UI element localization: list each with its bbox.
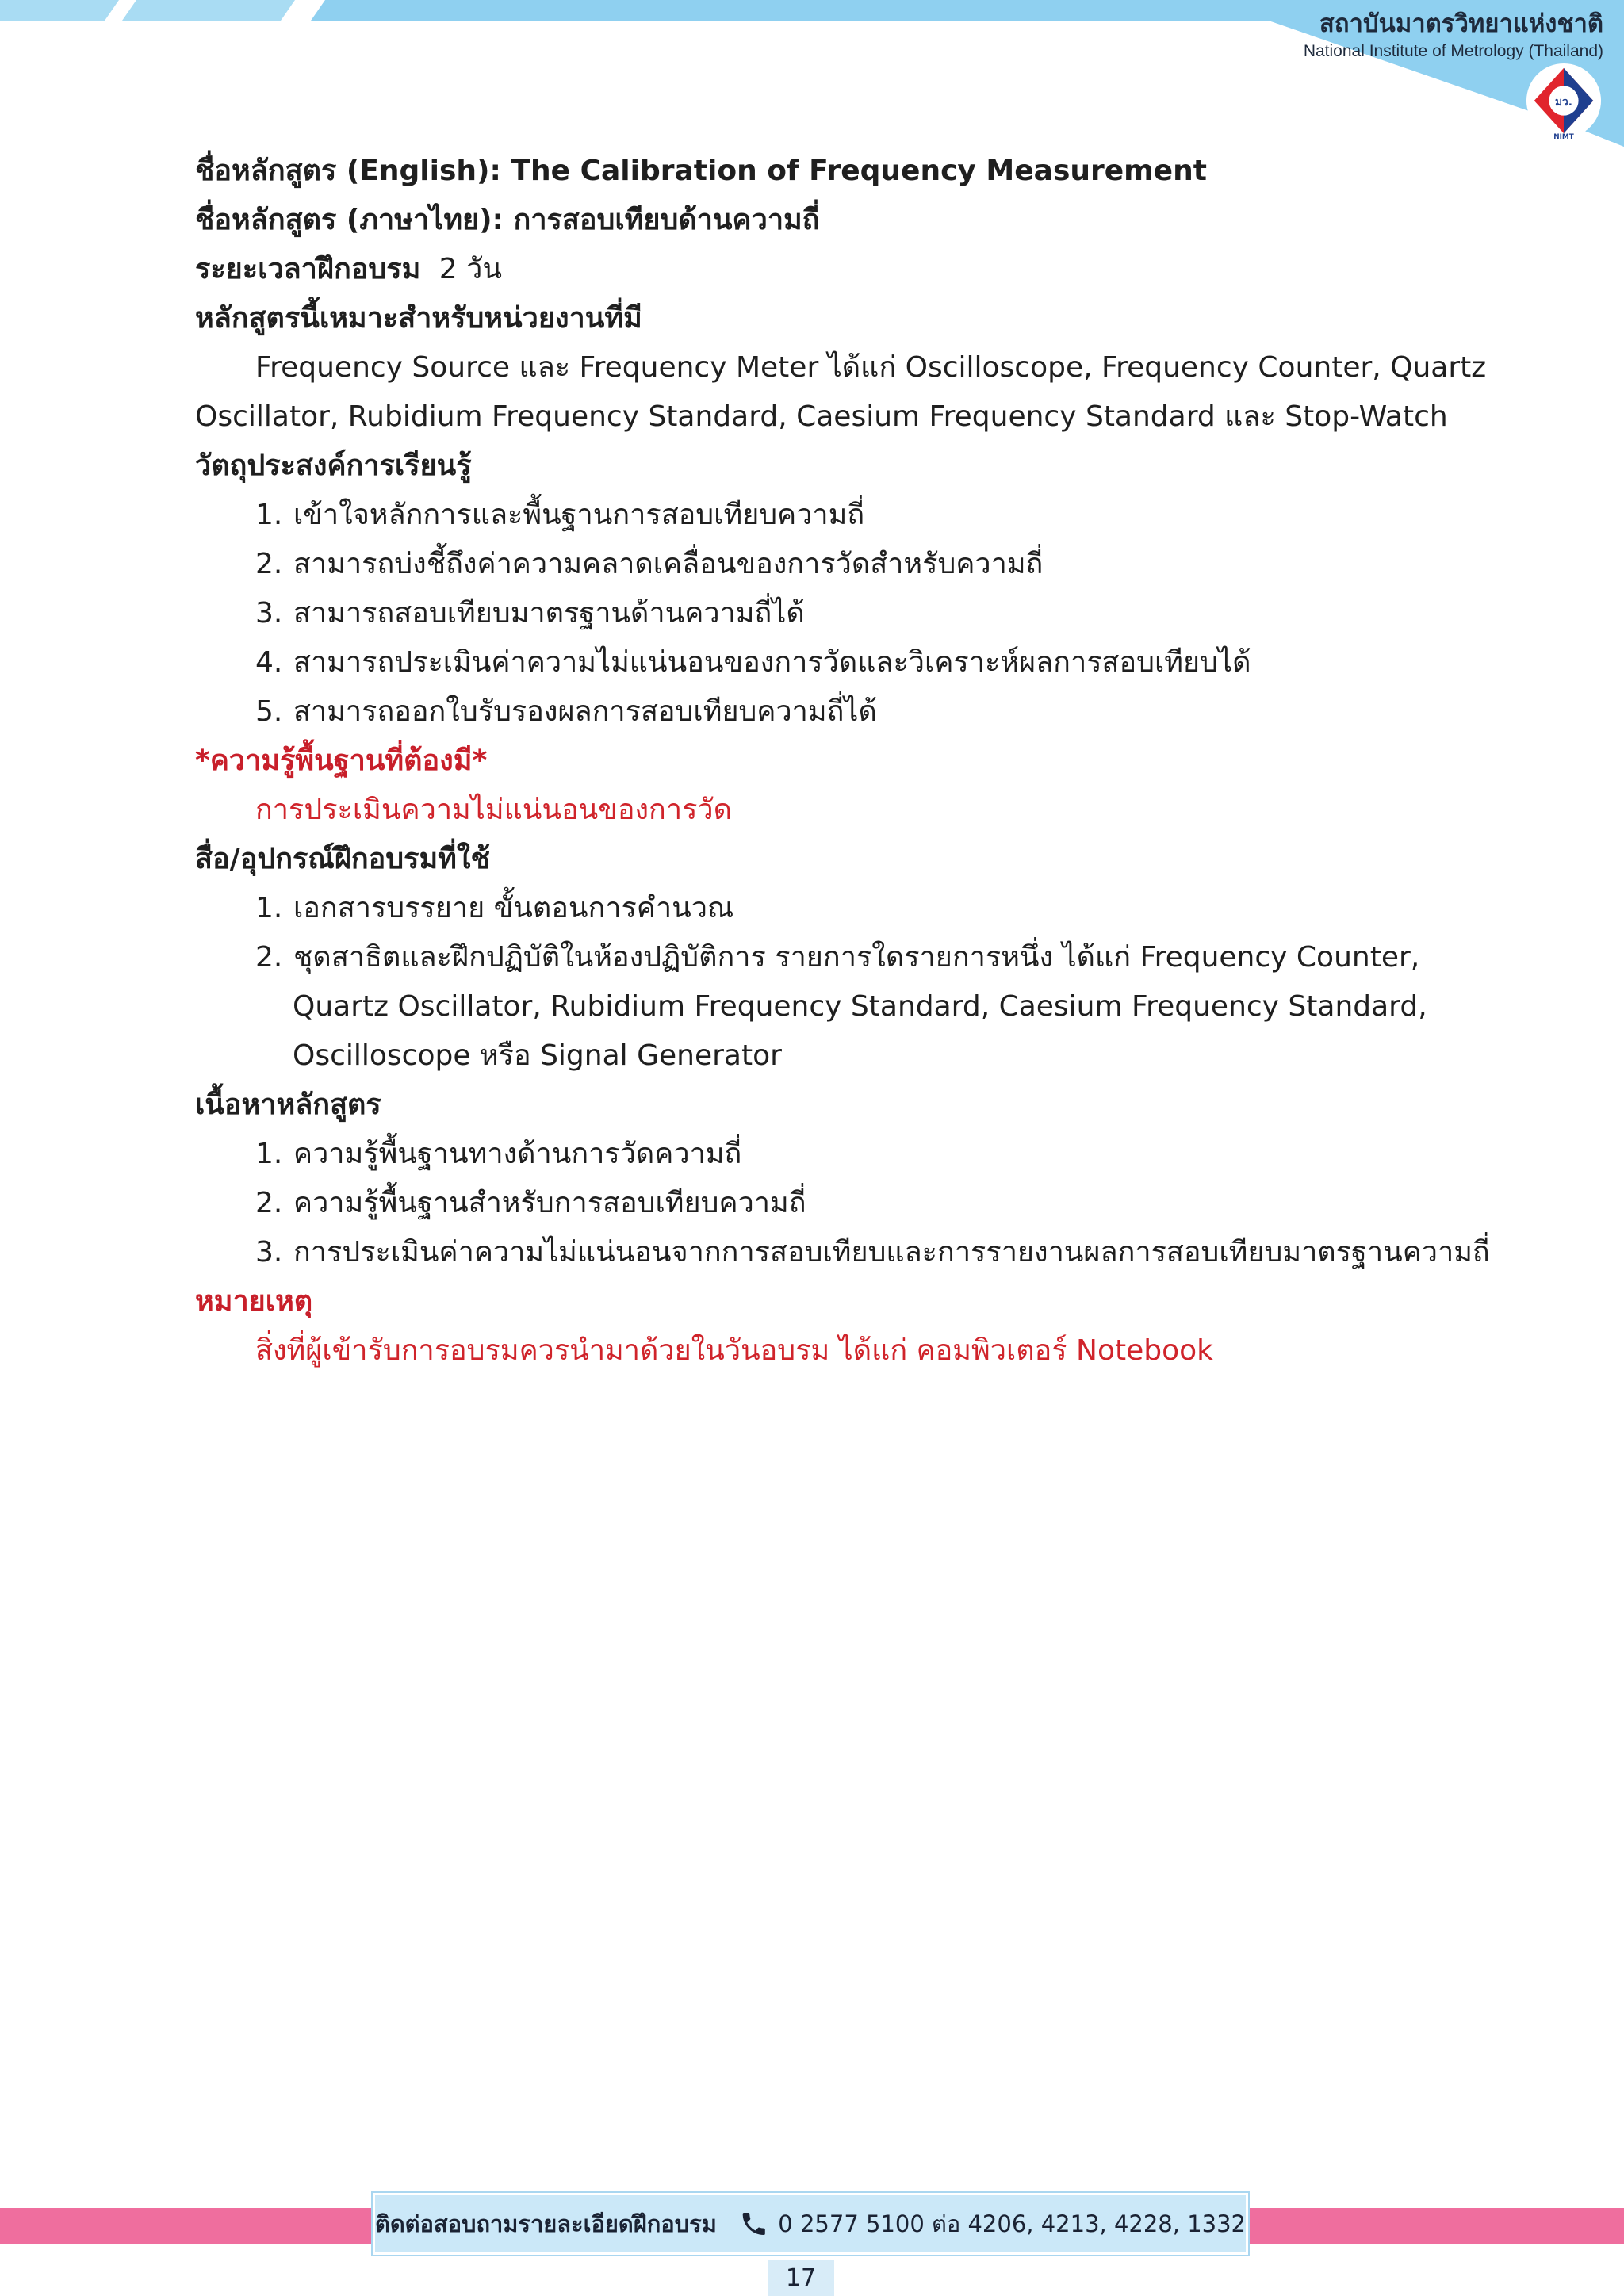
course-name-en-label: ชื่อหลักสูตร (English): <box>195 155 501 187</box>
list-text: ชุดสาธิตและฝึกปฏิบัติในห้องปฏิบัติการ รายการใดรายการหนึ่ง ได้แก่ Frequency Counter, <box>293 941 1420 974</box>
list-number: 1. <box>255 892 283 924</box>
content-heading: เนื้อหาหลักสูตร <box>195 1089 381 1121</box>
list-item <box>195 540 1432 589</box>
list-number: 5. <box>255 695 283 728</box>
list-item <box>195 491 1432 540</box>
media-heading: สื่อ/อุปกรณ์ฝึกอบรมที่ใช้ <box>195 843 490 875</box>
note-heading: หมายเหตุ <box>195 1285 313 1318</box>
course-name-en <box>195 147 1432 196</box>
phone-icon <box>739 2209 768 2239</box>
suitable-text-line-1: Frequency Source และ Frequency Meter ได้แก่ Oscilloscope, Frequency Counter, Quartz <box>255 351 1487 384</box>
list-item-continuation: Oscilloscope หรือ Signal Generator <box>293 1039 782 1072</box>
organization-name <box>1304 8 1603 63</box>
duration-label: ระยะเวลาฝึกอบรม <box>195 253 421 285</box>
contact-phone[interactable]: 0 2577 5100 ต่อ 4206, 4213, 4228, 1332 <box>778 2210 1246 2237</box>
list-item <box>195 687 1432 737</box>
list-number: 1. <box>255 499 283 531</box>
list-text: ความรู้พื้นฐานสำหรับการสอบเทียบความถี่ <box>293 1187 806 1219</box>
suitable-text-line-2: Oscillator, Rubidium Frequency Standard, Caesium Frequency Standard และ Stop-Watch <box>195 400 1448 433</box>
list-number: 2. <box>255 1187 283 1219</box>
list-item-continuation: Quartz Oscillator, Rubidium Frequency Standard, Caesium Frequency Standard, <box>293 990 1427 1023</box>
list-item <box>195 933 1432 982</box>
list-number: 4. <box>255 646 283 679</box>
note-text: สิ่งที่ผู้เข้ารับการอบรมควรนำมาด้วยในวันอบรม ได้แก่ คอมพิวเตอร์ Notebook <box>255 1334 1214 1367</box>
list-text: สามารถประเมินค่าความไม่แน่นอนของการวัดและวิเคราะห์ผลการสอบเทียบได้ <box>293 646 1251 679</box>
course-name-th <box>195 196 1432 245</box>
objectives-heading: วัตถุประสงค์การเรียนรู้ <box>195 450 472 482</box>
logo-abbr: NIMT <box>1553 133 1574 140</box>
list-text: เอกสารบรรยาย ขั้นตอนการคำนวณ <box>293 892 734 924</box>
list-text: สามารถบ่งชี้ถึงค่าความคลาดเคลื่อนของการวัดสำหรับความถี่ <box>293 548 1044 580</box>
duration-value: 2 วัน <box>439 253 502 285</box>
list-number: 2. <box>255 548 283 580</box>
list-number: 3. <box>255 1236 283 1269</box>
list-item <box>195 1130 1432 1179</box>
course-details <box>195 147 1490 1376</box>
list-text: เข้าใจหลักการและพื้นฐานการสอบเทียบความถี่ <box>293 499 865 531</box>
list-item <box>195 1228 1490 1277</box>
course-duration <box>195 245 1432 294</box>
list-text: สามารถสอบเทียบมาตรฐานด้านความถี่ได้ <box>293 597 805 629</box>
list-item <box>195 884 1432 933</box>
list-number: 1. <box>255 1138 283 1170</box>
org-name-th: สถาบันมาตรวิทยาแห่งชาติ <box>1319 10 1603 38</box>
list-item <box>195 1179 1432 1228</box>
list-text: ความรู้พื้นฐานทางด้านการวัดความถี่ <box>293 1138 742 1170</box>
course-name-th-label: ชื่อหลักสูตร (ภาษาไทย): <box>195 204 504 236</box>
page-number: 17 <box>768 2260 834 2296</box>
course-name-en-value: The Calibration of Frequency Measurement <box>511 155 1207 187</box>
org-name-en: National Institute of Metrology (Thailand) <box>1303 42 1603 60</box>
prerequisite-text: การประเมินความไม่แน่นอนของการวัด <box>255 794 732 826</box>
course-name-th-value: การสอบเทียบด้านความถี่ <box>513 204 820 236</box>
list-text: สามารถออกใบรับรองผลการสอบเทียบความถี่ได้ <box>293 695 877 728</box>
list-text: การประเมินค่าความไม่แน่นอนจากการสอบเทียบและการรายงานผลการสอบเทียบมาตรฐานความถี่ <box>293 1236 1490 1269</box>
nimt-logo-icon <box>1525 62 1603 140</box>
list-item <box>195 589 1432 638</box>
prerequisite-heading: *ความรู้พื้นฐานที่ต้องมี* <box>195 744 488 777</box>
contact-label: ติดต่อสอบถามรายละเอียดฝึกอบรม <box>375 2210 717 2237</box>
suitable-heading: หลักสูตรนี้เหมาะสำหรับหน่วยงานที่มี <box>195 302 642 335</box>
list-number: 3. <box>255 597 283 629</box>
contact-box <box>373 2193 1248 2255</box>
logo-text: มว. <box>1555 95 1572 109</box>
list-number: 2. <box>255 941 283 974</box>
list-item <box>195 638 1432 687</box>
